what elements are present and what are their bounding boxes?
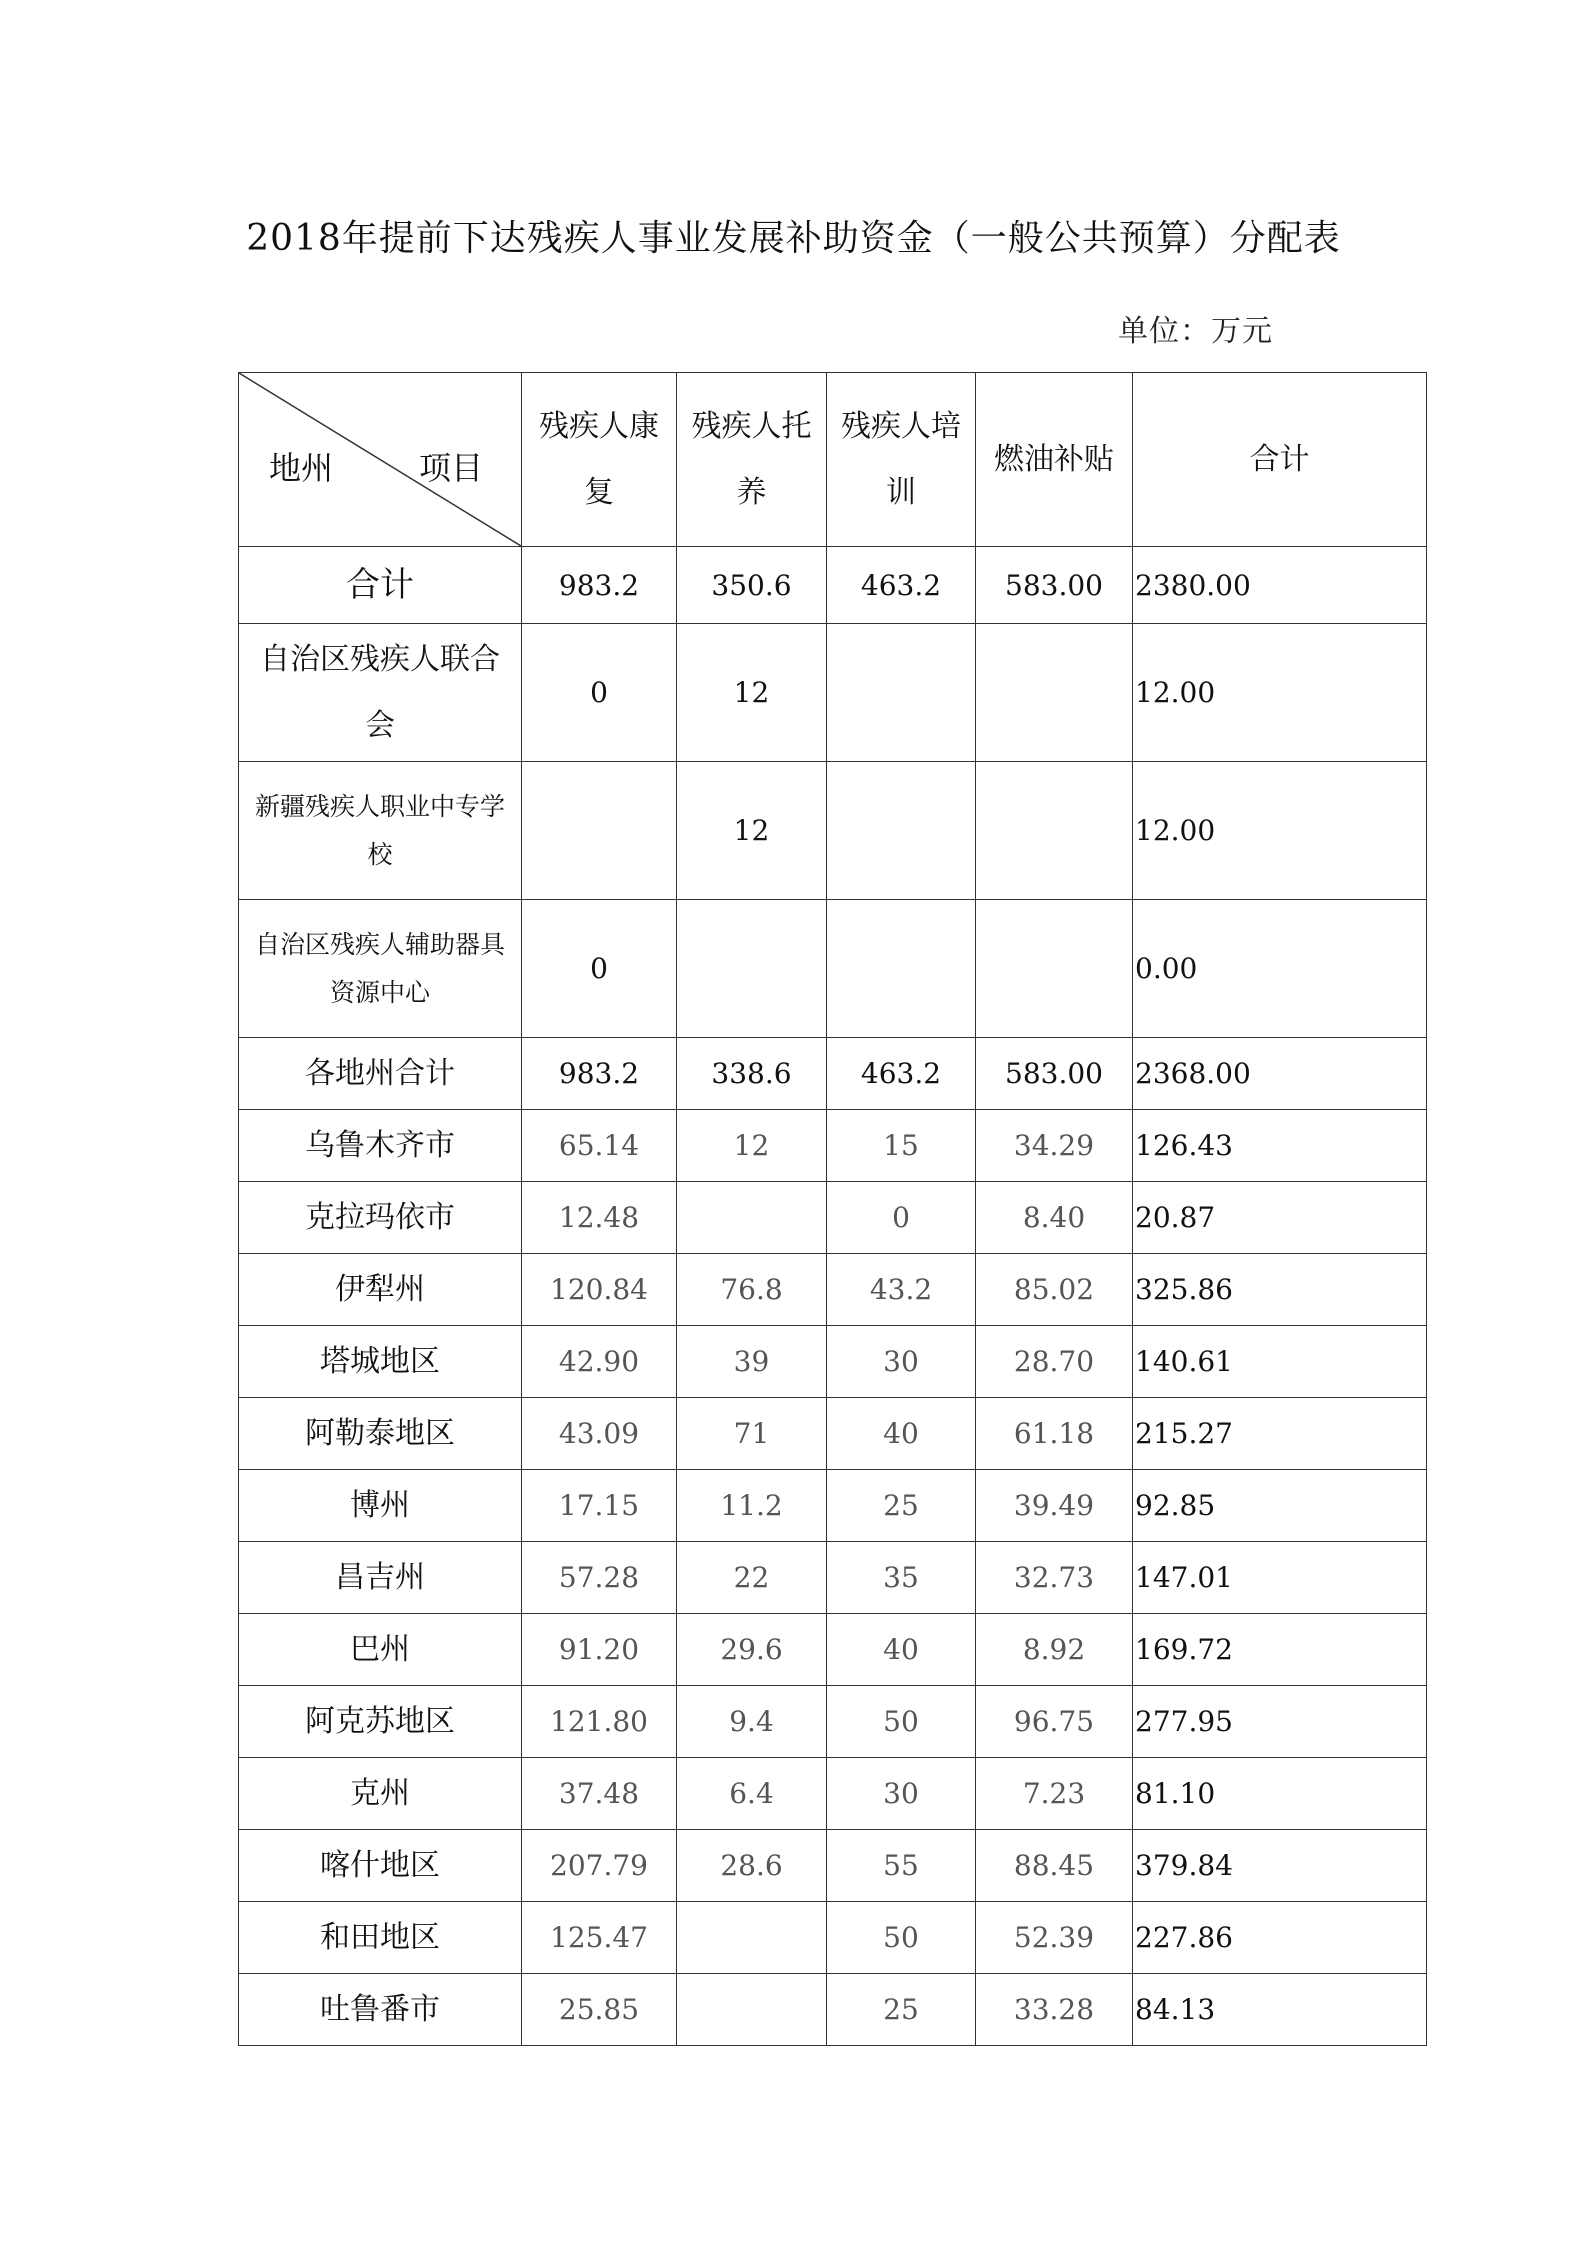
row-value-cell: 0 [522, 900, 677, 1038]
row-value-cell: 91.20 [522, 1614, 677, 1686]
unit-label: 单位：万元 [1118, 314, 1273, 349]
row-value-cell: 57.28 [522, 1542, 677, 1614]
row-value-cell: 40 [827, 1398, 976, 1470]
row-region-name: 和田地区 [239, 1902, 522, 1974]
row-value-cell [976, 624, 1133, 762]
row-value-cell: 15 [827, 1110, 976, 1182]
row-value-cell: 8.40 [976, 1182, 1133, 1254]
row-value-cell: 37.48 [522, 1758, 677, 1830]
row-value-cell: 983.2 [522, 1038, 677, 1110]
row-region-name: 伊犁州 [239, 1254, 522, 1326]
header-fuel-subsidy: 燃油补贴 [976, 373, 1133, 547]
table-row [239, 762, 1427, 900]
row-value-cell: 6.4 [677, 1758, 827, 1830]
table-row [239, 1110, 1427, 1182]
row-value-cell: 121.80 [522, 1686, 677, 1758]
table-row [239, 1902, 1427, 1974]
header-rehab: 残疾人康复 [522, 373, 677, 547]
row-total-value: 12.00 [1133, 624, 1427, 762]
row-value-cell [827, 900, 976, 1038]
row-region-name: 合计 [239, 547, 522, 624]
row-total-value: 147.01 [1133, 1542, 1427, 1614]
header-total: 合计 [1133, 373, 1427, 547]
row-value-cell: 11.2 [677, 1470, 827, 1542]
row-value-cell: 52.39 [976, 1902, 1133, 1974]
row-value-cell: 40 [827, 1614, 976, 1686]
table-row [239, 1398, 1427, 1470]
header-region-label: 地州 [269, 449, 334, 487]
row-total-value: 12.00 [1133, 762, 1427, 900]
row-value-cell: 76.8 [677, 1254, 827, 1326]
row-total-value: 277.95 [1133, 1686, 1427, 1758]
row-region-name: 巴州 [239, 1614, 522, 1686]
row-region-name: 喀什地区 [239, 1830, 522, 1902]
row-value-cell [677, 1182, 827, 1254]
row-value-cell: 42.90 [522, 1326, 677, 1398]
row-region-name: 自治区残疾人联合会 [239, 624, 522, 762]
row-value-cell: 65.14 [522, 1110, 677, 1182]
row-value-cell: 12.48 [522, 1182, 677, 1254]
row-value-cell: 71 [677, 1398, 827, 1470]
row-value-cell: 12 [677, 1110, 827, 1182]
row-value-cell: 25 [827, 1470, 976, 1542]
row-region-name: 吐鲁番市 [239, 1974, 522, 2046]
row-value-cell: 338.6 [677, 1038, 827, 1110]
row-total-value: 215.27 [1133, 1398, 1427, 1470]
row-value-cell [677, 1974, 827, 2046]
row-total-value: 140.61 [1133, 1326, 1427, 1398]
header-item-label: 项目 [419, 449, 484, 487]
row-region-name: 昌吉州 [239, 1542, 522, 1614]
diagonal-header-cell [239, 373, 522, 547]
row-value-cell: 29.6 [677, 1614, 827, 1686]
row-value-cell [677, 1902, 827, 1974]
table-row [239, 1326, 1427, 1398]
row-value-cell: 32.73 [976, 1542, 1133, 1614]
row-total-value: 227.86 [1133, 1902, 1427, 1974]
table-row [239, 1830, 1427, 1902]
row-value-cell: 39.49 [976, 1470, 1133, 1542]
row-value-cell: 43.09 [522, 1398, 677, 1470]
table-row [239, 1182, 1427, 1254]
row-value-cell: 50 [827, 1902, 976, 1974]
row-value-cell: 983.2 [522, 547, 677, 624]
row-region-name: 阿勒泰地区 [239, 1398, 522, 1470]
row-value-cell: 33.28 [976, 1974, 1133, 2046]
row-total-value: 20.87 [1133, 1182, 1427, 1254]
row-value-cell: 120.84 [522, 1254, 677, 1326]
row-value-cell [522, 762, 677, 900]
row-total-value: 169.72 [1133, 1614, 1427, 1686]
row-region-name: 博州 [239, 1470, 522, 1542]
row-region-name: 克拉玛依市 [239, 1182, 522, 1254]
row-value-cell: 25.85 [522, 1974, 677, 2046]
row-value-cell: 463.2 [827, 1038, 976, 1110]
row-region-name: 塔城地区 [239, 1326, 522, 1398]
row-value-cell: 25 [827, 1974, 976, 2046]
table-row [239, 1470, 1427, 1542]
table-row [239, 547, 1427, 624]
table-row [239, 1038, 1427, 1110]
row-total-value: 126.43 [1133, 1110, 1427, 1182]
row-value-cell: 8.92 [976, 1614, 1133, 1686]
row-value-cell: 34.29 [976, 1110, 1133, 1182]
row-value-cell: 30 [827, 1758, 976, 1830]
row-value-cell: 350.6 [677, 547, 827, 624]
row-value-cell [827, 624, 976, 762]
row-value-cell: 7.23 [976, 1758, 1133, 1830]
row-value-cell: 61.18 [976, 1398, 1133, 1470]
table-row [239, 1614, 1427, 1686]
row-region-name: 克州 [239, 1758, 522, 1830]
row-total-value: 2380.00 [1133, 547, 1427, 624]
row-value-cell [677, 900, 827, 1038]
table-row [239, 1974, 1427, 2046]
row-value-cell: 88.45 [976, 1830, 1133, 1902]
table-row [239, 1542, 1427, 1614]
row-value-cell: 0 [522, 624, 677, 762]
row-value-cell: 22 [677, 1542, 827, 1614]
row-value-cell [976, 762, 1133, 900]
header-care: 残疾人托养 [677, 373, 827, 547]
row-value-cell: 463.2 [827, 547, 976, 624]
table-row [239, 1758, 1427, 1830]
table-row [239, 624, 1427, 762]
row-value-cell: 28.70 [976, 1326, 1133, 1398]
table-header-row [239, 373, 1427, 547]
row-total-value: 0.00 [1133, 900, 1427, 1038]
row-total-value: 325.86 [1133, 1254, 1427, 1326]
row-total-value: 2368.00 [1133, 1038, 1427, 1110]
row-value-cell: 35 [827, 1542, 976, 1614]
row-value-cell: 17.15 [522, 1470, 677, 1542]
table-row [239, 900, 1427, 1038]
row-value-cell: 583.00 [976, 1038, 1133, 1110]
row-value-cell: 96.75 [976, 1686, 1133, 1758]
document-title: 2018年提前下达残疾人事业发展补助资金（一般公共预算）分配表 [246, 218, 1341, 259]
row-region-name: 各地州合计 [239, 1038, 522, 1110]
row-total-value: 92.85 [1133, 1470, 1427, 1542]
row-value-cell: 55 [827, 1830, 976, 1902]
row-total-value: 84.13 [1133, 1974, 1427, 2046]
row-region-name: 阿克苏地区 [239, 1686, 522, 1758]
allocation-table [238, 372, 1427, 2046]
row-value-cell: 9.4 [677, 1686, 827, 1758]
row-region-name: 自治区残疾人辅助器具资源中心 [239, 900, 522, 1038]
row-region-name: 新疆残疾人职业中专学校 [239, 762, 522, 900]
row-region-name: 乌鲁木齐市 [239, 1110, 522, 1182]
row-value-cell: 28.6 [677, 1830, 827, 1902]
row-value-cell: 12 [677, 762, 827, 900]
row-value-cell [976, 900, 1133, 1038]
row-value-cell: 39 [677, 1326, 827, 1398]
row-total-value: 81.10 [1133, 1758, 1427, 1830]
row-value-cell: 0 [827, 1182, 976, 1254]
row-value-cell [827, 762, 976, 900]
row-value-cell: 85.02 [976, 1254, 1133, 1326]
row-value-cell: 50 [827, 1686, 976, 1758]
row-total-value: 379.84 [1133, 1830, 1427, 1902]
row-value-cell: 583.00 [976, 547, 1133, 624]
row-value-cell: 12 [677, 624, 827, 762]
table-row [239, 1254, 1427, 1326]
row-value-cell: 43.2 [827, 1254, 976, 1326]
header-training: 残疾人培训 [827, 373, 976, 547]
row-value-cell: 125.47 [522, 1902, 677, 1974]
row-value-cell: 30 [827, 1326, 976, 1398]
row-value-cell: 207.79 [522, 1830, 677, 1902]
table-row [239, 1686, 1427, 1758]
